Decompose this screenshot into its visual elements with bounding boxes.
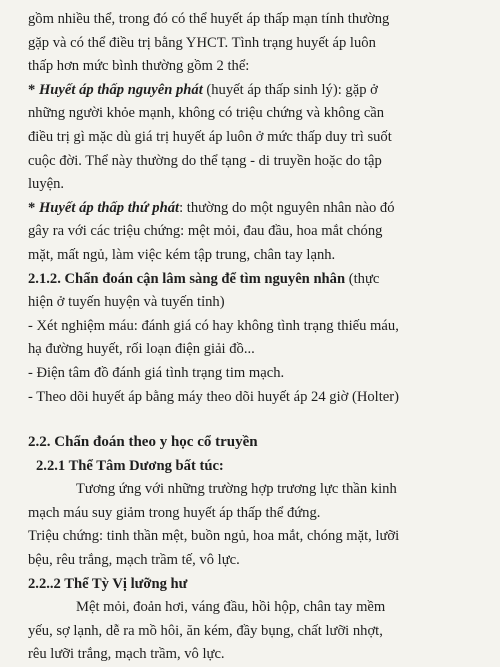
- section-heading-2-2: 2.2. Chẩn đoán theo y học cổ truyền: [28, 434, 258, 451]
- text-line: bệu, rêu trắng, mạch trầm tế, vô lực.: [28, 552, 240, 569]
- text-line: mặt, mất ngủ, làm việc kém tập trung, chân tay lạnh.: [28, 246, 336, 263]
- list-item-secondary-hypotension: [28, 197, 486, 221]
- text-line: những người khỏe mạnh, không có triệu chứng và không cần: [28, 105, 385, 122]
- text-line: luyện.: [28, 176, 65, 193]
- list-item: - Theo dõi huyết áp bằng máy theo dõi huyết áp 24 giờ (Holter): [28, 388, 399, 405]
- heading-note: (thực: [345, 270, 380, 287]
- text-line: Tương ứng với những trường hợp trương lực thần kinh: [76, 481, 397, 498]
- text-span: (huyết áp thấp sinh lý): gặp ở: [202, 81, 378, 98]
- list-item-primary-hypotension: [28, 79, 486, 103]
- text-line: điều trị gì mặc dù giá trị huyết áp luôn ở mức thấp duy trì suốt: [28, 128, 392, 145]
- list-item: - Điện tâm đồ đánh giá tình trạng tim mạch.: [28, 364, 285, 381]
- list-item: hạ đường huyết, rối loạn điện giải đồ...: [28, 341, 255, 358]
- text-line: Triệu chứng: tinh thần mệt, buồn ngủ, hoa mắt, chóng mặt, lưỡi: [28, 528, 400, 545]
- text-line: rêu lưỡi trắng, mạch trầm, vô lực.: [28, 646, 225, 663]
- heading-text: 2.1.2. Chẩn đoán cận lâm sàng để tìm nguyên nhân: [28, 270, 346, 287]
- text-line: gồm nhiều thể, trong đó có thể huyết áp thấp mạn tính thường: [28, 11, 390, 27]
- text-line: yếu, sợ lạnh, dễ ra mồ hôi, ăn kém, đầy bụng, chất lưỡi nhợt,: [28, 622, 383, 639]
- section-heading-2-2-1: 2.2.1 Thể Tâm Dương bất túc:: [36, 457, 224, 474]
- term-primary-hypotension: Huyết áp thấp nguyên phát: [38, 81, 203, 98]
- text-line: Mệt mỏi, đoản hơi, váng đầu, hồi hộp, chân tay mềm: [76, 599, 386, 616]
- section-heading-2-1-2: [28, 268, 486, 292]
- text-line: thấp hơn mức bình thường gồm 2 thể:: [28, 58, 250, 75]
- text-line: hiện ở tuyến huyện và tuyến tỉnh): [28, 294, 225, 311]
- bullet: *: [28, 199, 39, 216]
- text-line: cuộc đời. Thể này thường do thể tạng - di truyền hoặc do tập: [28, 152, 382, 169]
- text-line: gây ra với các triệu chứng: mệt mỏi, đau đầu, hoa mắt chóng: [28, 223, 383, 240]
- bullet: *: [28, 81, 39, 98]
- text-span: : thường do một nguyên nhân nào đó: [179, 199, 395, 216]
- list-item: - Xét nghiệm máu: đánh giá có hay không tình trạng thiếu máu,: [28, 317, 399, 334]
- text-line: mạch máu suy giảm trong huyết áp thấp thể đứng.: [28, 504, 321, 521]
- text-line: gặp và có thể điều trị bằng YHCT. Tình trạng huyết áp luôn: [28, 34, 376, 51]
- spacer: [28, 409, 486, 431]
- section-heading-2-2-2: 2.2..2 Thể Tỳ Vị lưỡng hư: [28, 575, 188, 592]
- term-secondary-hypotension: Huyết áp thấp thứ phát: [38, 199, 180, 216]
